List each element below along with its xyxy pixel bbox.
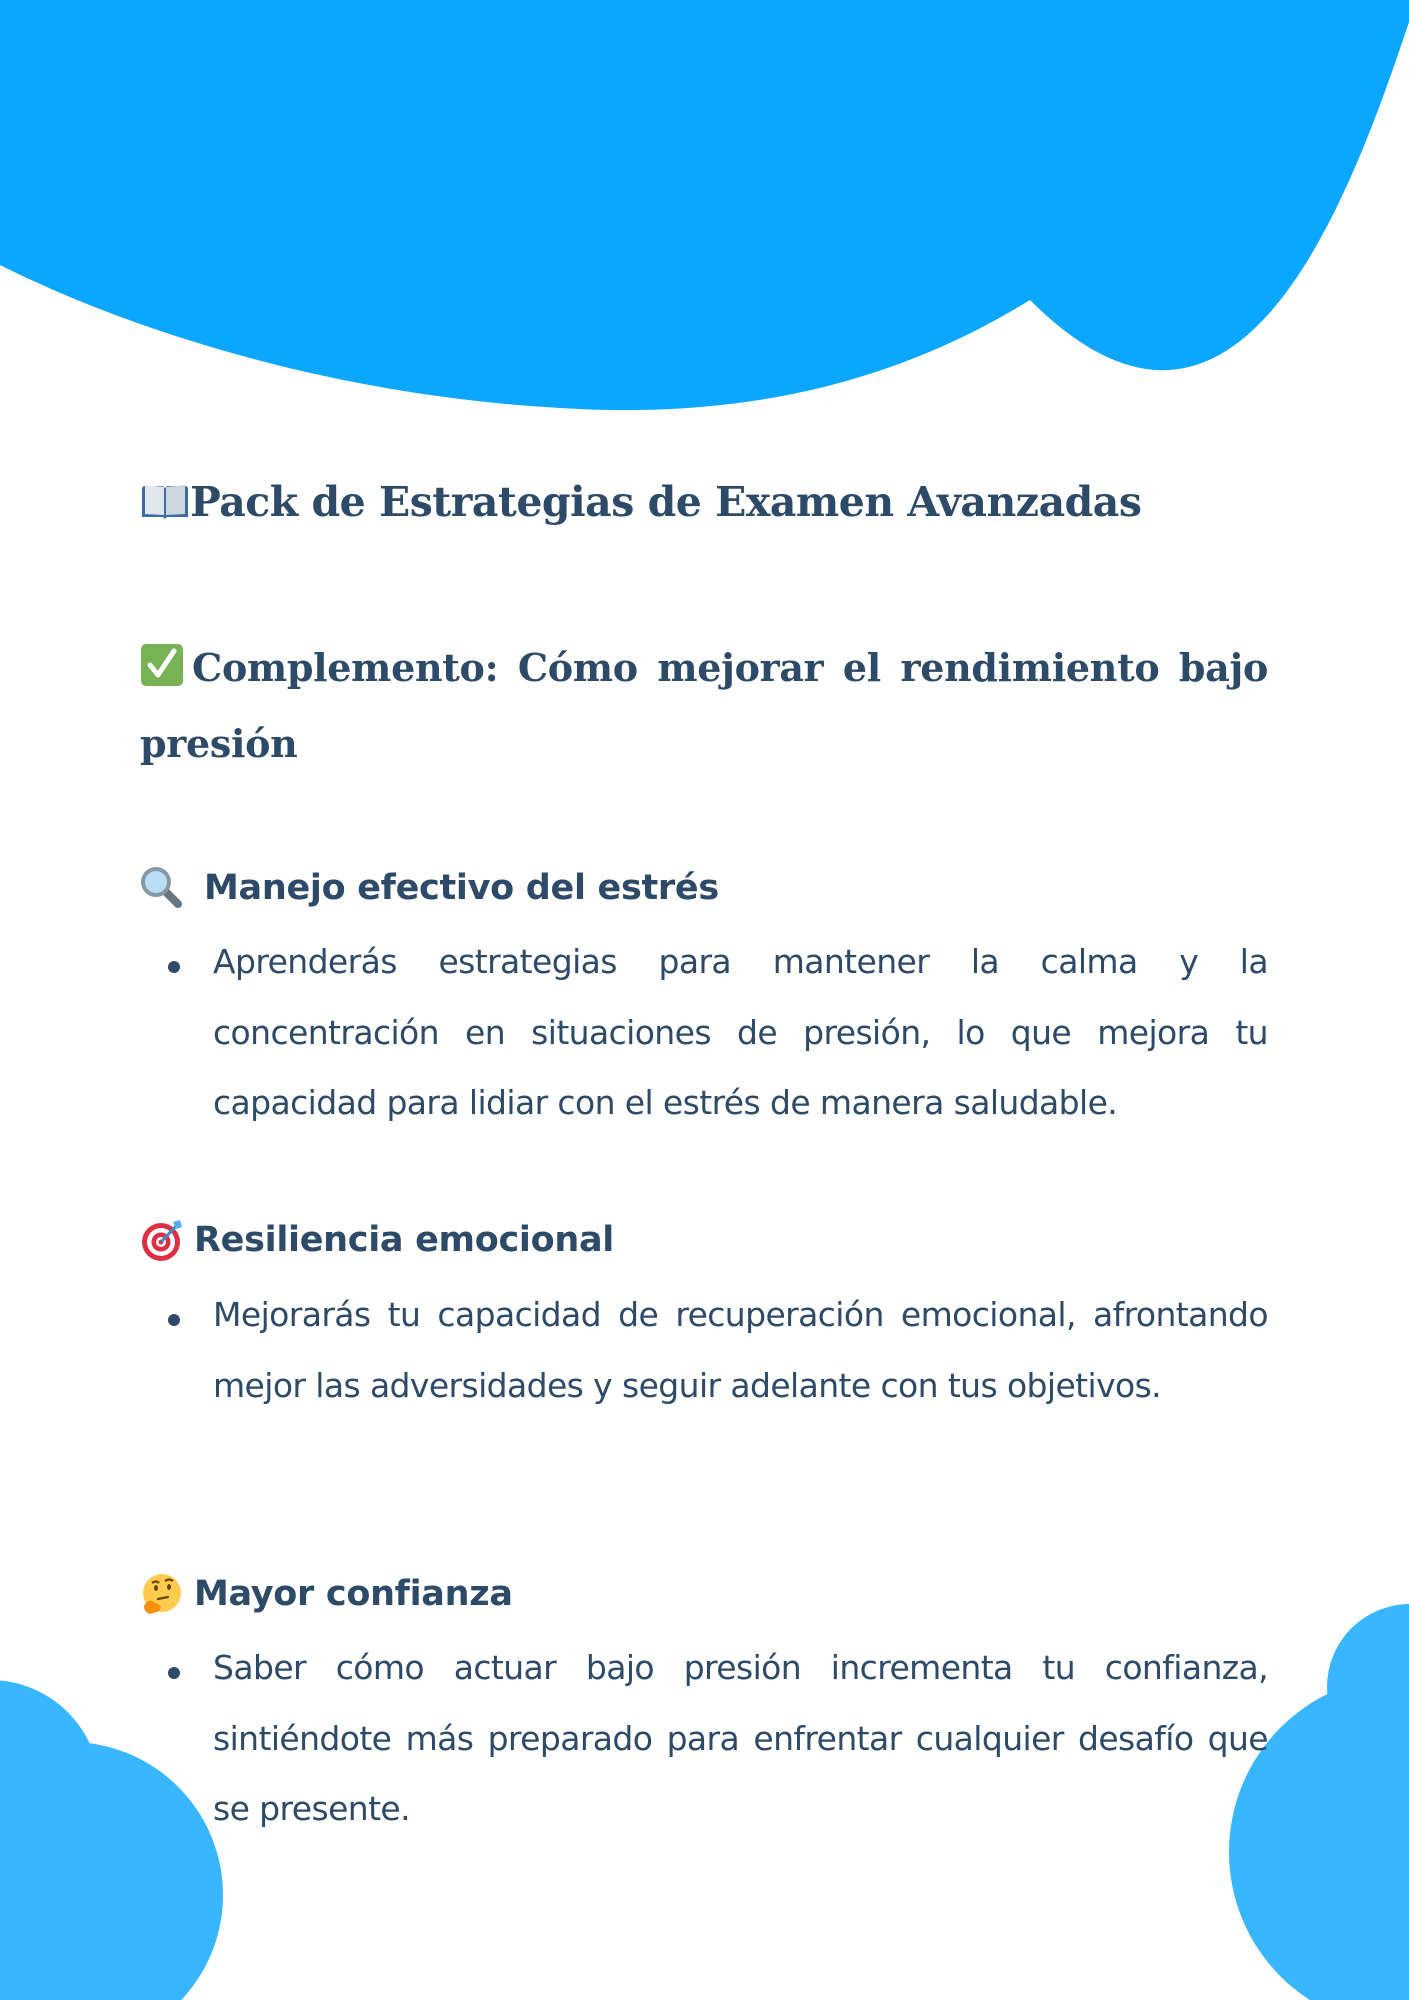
document-title	[140, 478, 1141, 526]
open-book-icon	[140, 483, 190, 521]
section-heading-stress	[140, 866, 719, 910]
section-heading-confidence	[140, 1572, 513, 1616]
bullet-dot	[168, 1667, 180, 1679]
bullet-dot	[168, 961, 180, 973]
direct-hit-target-icon	[140, 1218, 184, 1262]
document-subtitle-text: Complemento: Cómo mejorar el rendimiento bajo presión	[140, 645, 1268, 766]
check-mark-button-icon	[140, 636, 184, 680]
top-blue-wave-shape	[0, 0, 1409, 420]
section-bullet-resilience	[140, 1288, 1268, 1421]
section-heading-text: Resiliencia emocional	[194, 1220, 614, 1260]
document-subtitle	[140, 630, 1268, 782]
section-heading-resilience	[140, 1218, 614, 1262]
section-bullet-stress	[140, 935, 1268, 1139]
section-heading-text: Mayor confianza	[194, 1574, 513, 1614]
section-bullet-confidence	[140, 1641, 1268, 1845]
document-title-text: Pack de Estrategias de Examen Avanzadas	[190, 478, 1142, 526]
bullet-text: Mejorarás tu capacidad de recuperación emocional, afrontando mejor las adversidades y seguir adelante con tus objetivos.	[213, 1295, 1268, 1405]
thinking-face-icon	[140, 1572, 184, 1616]
magnifying-glass-icon	[140, 866, 184, 910]
bullet-dot	[168, 1314, 180, 1326]
bullet-text: Saber cómo actuar bajo presión incrementa tu confianza, sintiéndote más preparado para enfrentar cualquier desafío que se presente.	[213, 1648, 1268, 1828]
section-heading-text: Manejo efectivo del estrés	[204, 868, 719, 908]
bullet-text: Aprenderás estrategias para mantener la calma y la concentración en situaciones de presión, lo que mejora tu capacidad para lidiar con el estrés de manera saludable.	[213, 942, 1268, 1122]
